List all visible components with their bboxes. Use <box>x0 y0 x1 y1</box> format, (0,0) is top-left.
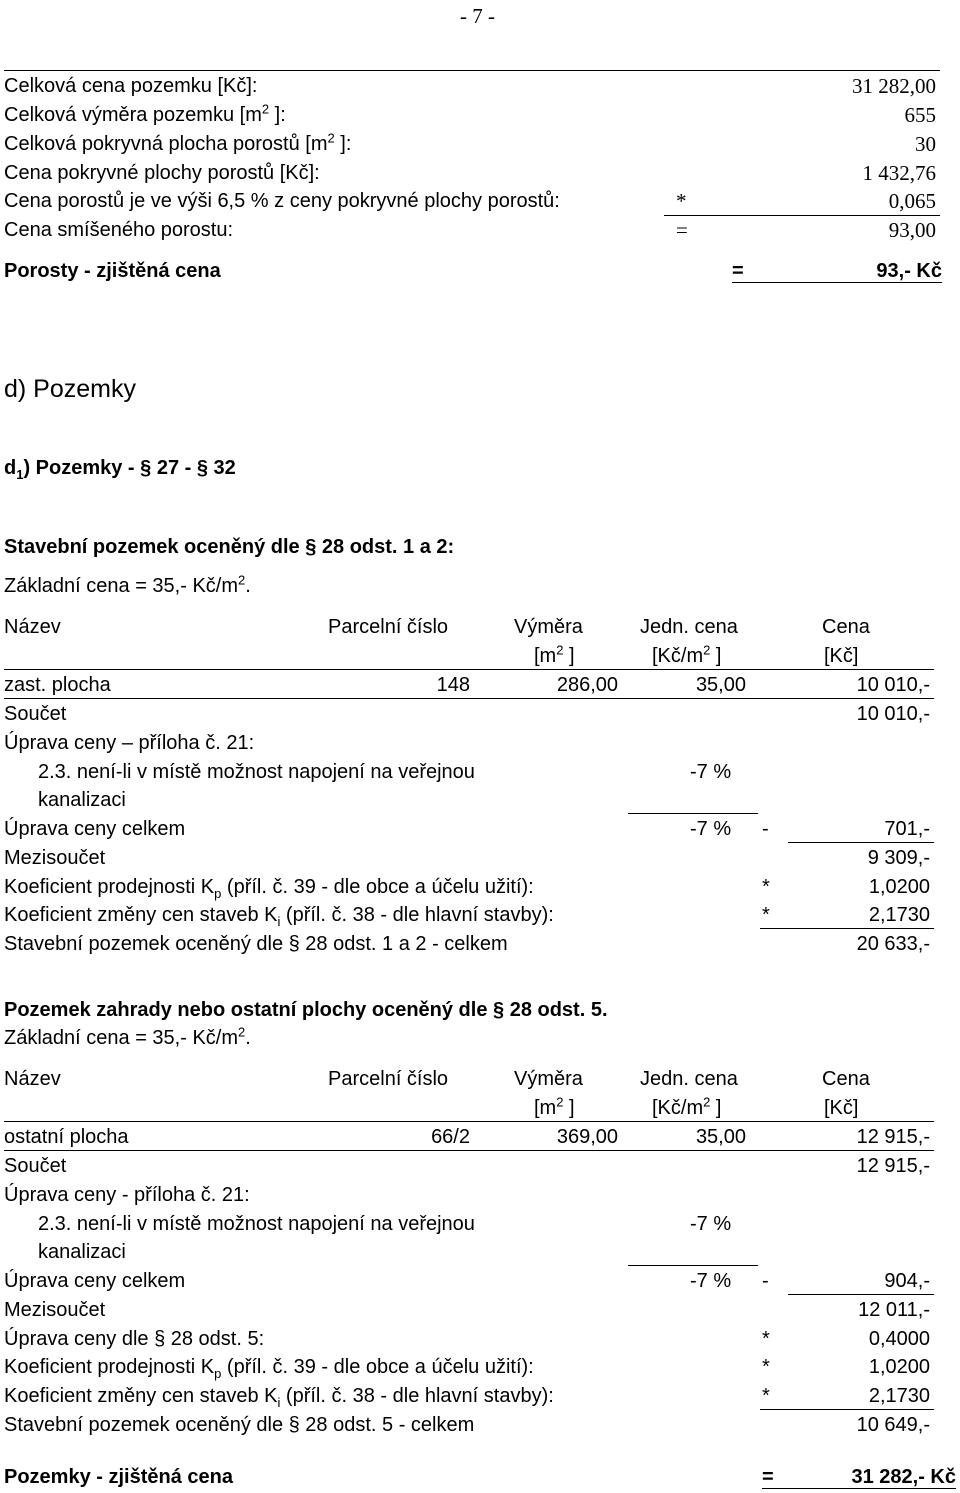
uprava-item-cont: kanalizaci <box>38 1241 126 1263</box>
col-unit-vymera: [$m^2$ ] <box>534 642 575 667</box>
section-d1-heading: $d_1$) Pozemky - § 27 - § 32 <box>4 457 236 482</box>
porosty-row-value: 30 <box>915 132 936 156</box>
porosty-total-value: 93,- Kč <box>876 260 942 282</box>
zahrada-heading: Pozemek zahrady nebo ostatní plochy oceněný dle § 28 odst. 5. <box>4 999 608 1021</box>
porosty-total-label: Porosty - zjištěná cena <box>4 260 221 282</box>
mezisoucet-value: 12 011,- <box>858 1299 930 1321</box>
uprava28-label: Úprava ceny dle § 28 odst. 5: <box>4 1328 265 1350</box>
row-nazev: ostatní plocha <box>4 1126 129 1148</box>
uprava-item: 2.3. není-li v místě možnost napojení na veřejnou <box>38 1213 475 1235</box>
col-header-cena: Cena <box>822 616 870 638</box>
uprava-celkem-pct: -7 % <box>690 818 732 840</box>
zahrada-total-label: Stavební pozemek oceněný dle § 28 odst. 5 - celkem <box>4 1414 475 1436</box>
porosty-row-value: 655 <box>904 103 936 127</box>
row-jedn: 35,00 <box>695 1126 746 1148</box>
ki-value: 2,1730 <box>868 1385 930 1407</box>
stavebni-total-value: 20 633,- <box>856 933 930 955</box>
page-number: - 7 - <box>460 4 495 28</box>
col-header-nazev: Název <box>4 1068 61 1090</box>
uprava28-op: * <box>762 1328 770 1350</box>
mezisoucet-label: Mezisoučet <box>4 847 106 869</box>
uprava-celkem-value: 701,- <box>884 818 930 840</box>
row-parcela: 148 <box>436 674 470 696</box>
porosty-row-value: 31 282,00 <box>852 74 936 98</box>
uprava-item-pct: -7 % <box>690 1213 732 1235</box>
uprava-celkem-op: - <box>762 818 769 840</box>
uprava-item: 2.3. není-li v místě možnost napojení na veřejnou <box>38 761 475 783</box>
ki-op: * <box>762 904 770 926</box>
ki-rule <box>760 928 934 929</box>
porosty-row-label: Celková výměra pozemku [$m^2$ ]: <box>4 101 286 126</box>
header-rule <box>4 1121 934 1122</box>
porosty-row-op: = <box>676 218 688 242</box>
row-nazev: zast. plocha <box>4 674 111 696</box>
uprava-rule <box>628 1265 758 1266</box>
zahrada-total-value: 10 649,- <box>856 1414 930 1436</box>
row-rule <box>4 1150 934 1151</box>
stavebni-total-label: Stavební pozemek oceněný dle § 28 odst. 1 a 2 - celkem <box>4 933 508 955</box>
col-unit-cena: [Kč] <box>824 1097 859 1119</box>
porosty-row-value: 1 432,76 <box>862 161 936 185</box>
row-cena: 10 010,- <box>856 674 930 696</box>
kp-value: 1,0200 <box>868 1356 930 1378</box>
uprava-item-pct: -7 % <box>690 761 732 783</box>
stavebni-base-price: Základní cena = 35,- $Kč/m^2$. <box>4 572 251 597</box>
uprava-celkem-rule <box>788 1294 934 1295</box>
uprava-celkem-rule <box>788 842 934 843</box>
porosty-row-label: Cena porostů je ve výši 6,5 % z ceny pokryvné plochy porostů: <box>4 190 560 212</box>
pozemky-total-value: 31 282,- Kč <box>851 1466 956 1488</box>
porosty-row-label: Celková cena pozemku [Kč]: <box>4 75 258 97</box>
porosty-row-value: 93,00 <box>888 218 936 242</box>
col-header-vymera: Výměra <box>514 1068 583 1090</box>
uprava-celkem-label: Úprava ceny celkem <box>4 818 186 840</box>
mezisoucet-label: Mezisoučet <box>4 1299 106 1321</box>
kp-op: * <box>762 876 770 898</box>
section-d-heading: d) Pozemky <box>4 375 136 403</box>
row-vymera: 369,00 <box>556 1126 618 1148</box>
ki-rule <box>760 1409 934 1410</box>
soucet-value: 12 915,- <box>856 1155 930 1177</box>
col-unit-vymera: [$m^2$ ] <box>534 1094 575 1119</box>
kp-value: 1,0200 <box>868 876 930 898</box>
ki-label: Koeficient změny cen staveb $K_i$ (příl. č. 38 - dle hlavní stavby): <box>4 1385 554 1410</box>
row-jedn: 35,00 <box>695 674 746 696</box>
soucet-label: Součet <box>4 703 67 725</box>
pozemky-total-underline <box>762 1488 956 1489</box>
row-vymera: 286,00 <box>556 674 618 696</box>
uprava-label: Úprava ceny - příloha č. 21: <box>4 1184 250 1206</box>
ki-op: * <box>762 1385 770 1407</box>
soucet-label: Součet <box>4 1155 67 1177</box>
kp-label: Koeficient prodejnosti $K_p$ (příl. č. 39 - dle obce a účelu užití): <box>4 876 534 901</box>
uprava-rule <box>628 813 758 814</box>
uprava-celkem-op: - <box>762 1270 769 1292</box>
col-unit-jedn: [$Kč/m^2$ ] <box>652 642 722 667</box>
row-cena: 12 915,- <box>856 1126 930 1148</box>
col-header-parcela: Parcelní číslo <box>328 616 449 638</box>
uprava-item-cont: kanalizaci <box>38 789 126 811</box>
col-header-parcela: Parcelní číslo <box>328 1068 449 1090</box>
porosty-total-op: = <box>732 260 744 282</box>
uprava-label: Úprava ceny – příloha č. 21: <box>4 732 255 754</box>
stavebni-heading: Stavební pozemek oceněný dle § 28 odst. 1 a 2: <box>4 536 455 558</box>
col-header-nazev: Název <box>4 616 61 638</box>
col-unit-cena: [Kč] <box>824 645 859 667</box>
pozemky-total-label: Pozemky - zjištěná cena <box>4 1466 233 1488</box>
top-rule <box>4 70 940 71</box>
zahrada-base-price: Základní cena = 35,- $Kč/m^2$. <box>4 1024 251 1049</box>
row-rule <box>4 698 934 699</box>
ki-value: 2,1730 <box>868 904 930 926</box>
col-unit-jedn: [$Kč/m^2$ ] <box>652 1094 722 1119</box>
pozemky-total-op: = <box>762 1466 774 1488</box>
uprava-celkem-pct: -7 % <box>690 1270 732 1292</box>
uprava-celkem-label: Úprava ceny celkem <box>4 1270 186 1292</box>
porosty-row-value: 0,065 <box>888 189 936 213</box>
ki-label: Koeficient změny cen staveb $K_i$ (příl. č. 38 - dle hlavní stavby): <box>4 904 554 929</box>
porosty-row-label: Cena pokryvné plochy porostů [Kč]: <box>4 162 320 184</box>
col-header-vymera: Výměra <box>514 616 583 638</box>
uprava-celkem-value: 904,- <box>884 1270 930 1292</box>
soucet-value: 10 010,- <box>856 703 930 725</box>
kp-op: * <box>762 1356 770 1378</box>
porosty-total-underline <box>732 282 942 283</box>
mezisoucet-value: 9 309,- <box>867 847 930 869</box>
header-rule <box>4 669 934 670</box>
col-header-cena: Cena <box>822 1068 870 1090</box>
col-header-jedn: Jedn. cena <box>640 1068 738 1090</box>
porosty-row-label: Cena smíšeného porostu: <box>4 219 234 241</box>
porosty-row-op: * <box>676 189 687 213</box>
col-header-jedn: Jedn. cena <box>640 616 738 638</box>
row-parcela: 66/2 <box>431 1126 470 1148</box>
porosty-rule <box>664 215 940 216</box>
uprava28-value: 0,4000 <box>868 1328 930 1350</box>
porosty-row-label: Celková pokryvná plocha porostů [$m^2$ ]: <box>4 130 352 155</box>
kp-label: Koeficient prodejnosti $K_p$ (příl. č. 39 - dle obce a účelu užití): <box>4 1356 534 1381</box>
